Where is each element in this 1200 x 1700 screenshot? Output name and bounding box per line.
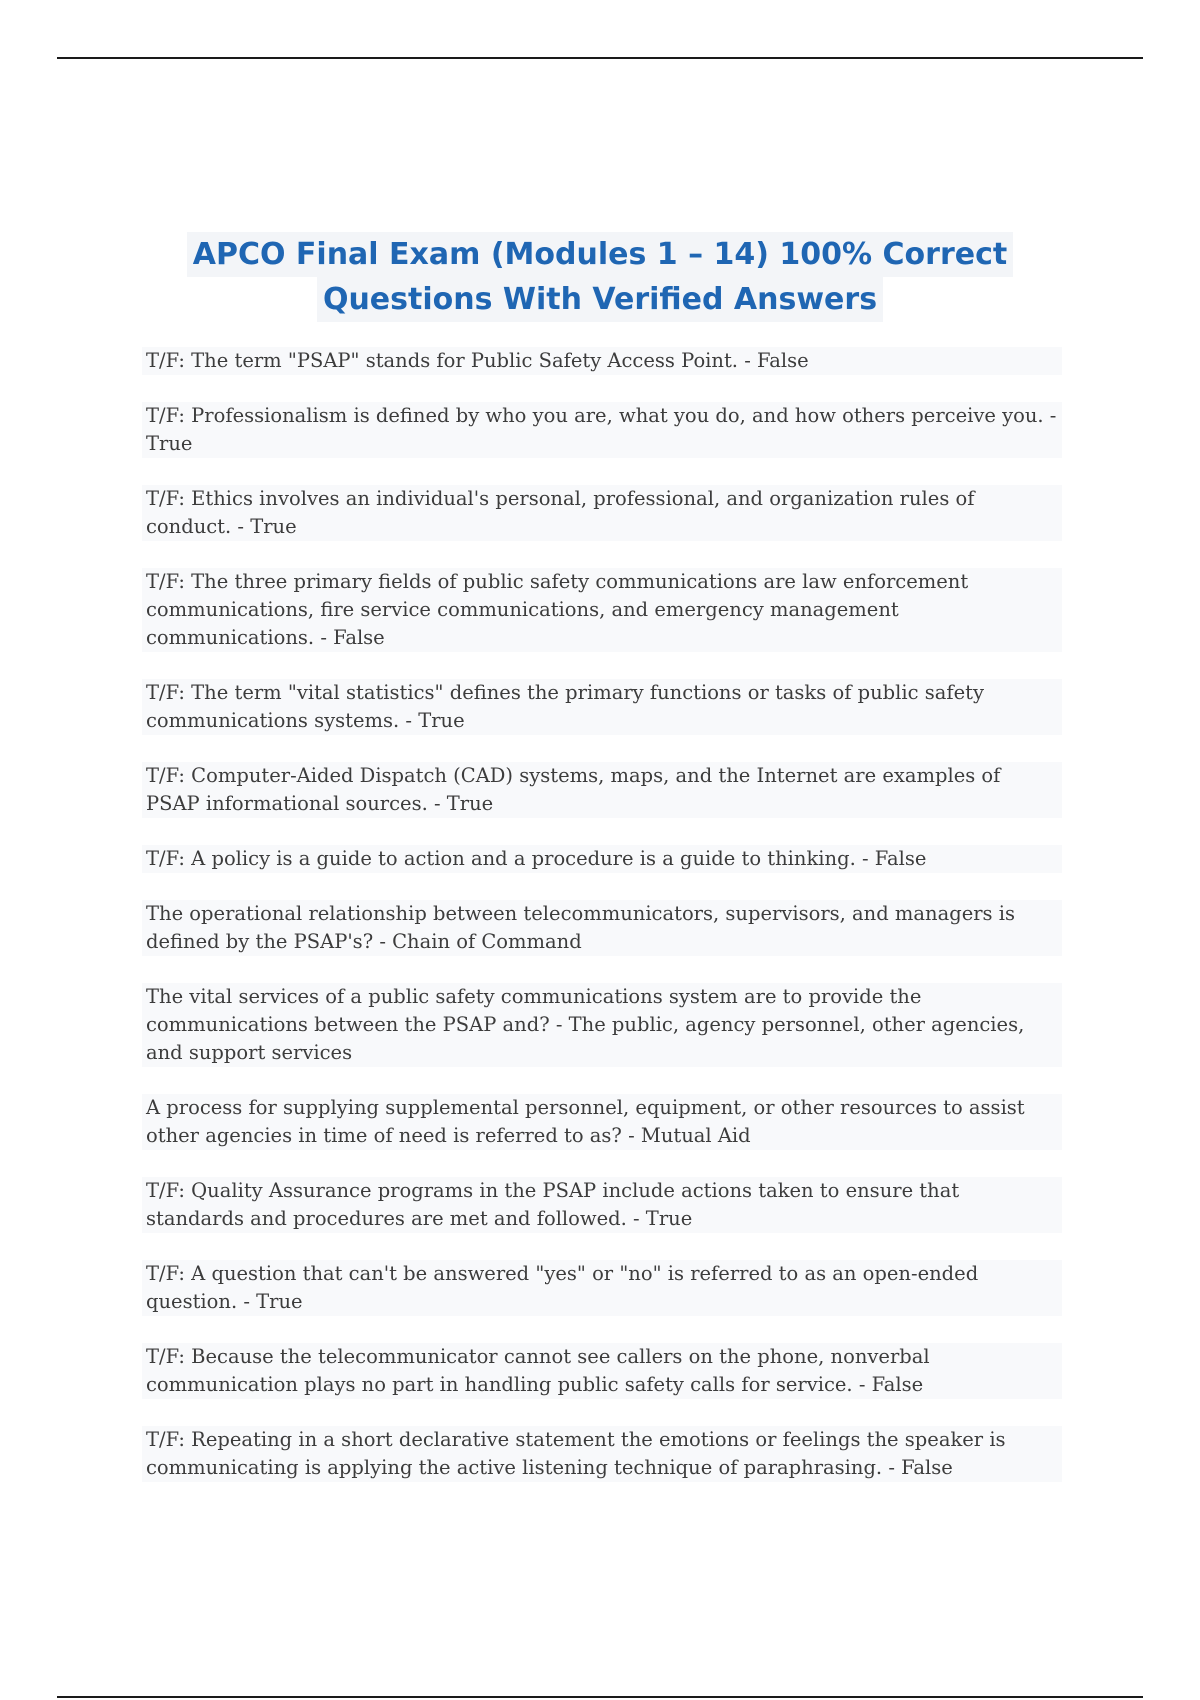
question-item: T/F: A question that can't be answered "yes" or "no" is referred to as an open-ended question. - True: [142, 1260, 1062, 1316]
document-title: [100, 232, 1100, 322]
question-item: A process for supplying supplemental personnel, equipment, or other resources to assist other agencies in time of need is referred to as? - Mutual Aid: [142, 1094, 1062, 1150]
question-item: T/F: Quality Assurance programs in the PSAP include actions taken to ensure that standards and procedures are met and followed. - True: [142, 1177, 1062, 1233]
question-item: T/F: Ethics involves an individual's personal, professional, and organization rules of conduct. - True: [142, 485, 1062, 541]
question-item: The operational relationship between telecommunicators, supervisors, and managers is defined by the PSAP's? - Chain of Command: [142, 900, 1062, 956]
title-line-2: Questions With Verified Answers: [317, 277, 883, 322]
bottom-rule: [57, 1696, 1143, 1698]
question-list: [142, 347, 1062, 1509]
question-item: The vital services of a public safety communications system are to provide the communications between the PSAP and? - The public, agency personnel, other agencies, and support services: [142, 983, 1062, 1067]
question-item: T/F: Computer-Aided Dispatch (CAD) systems, maps, and the Internet are examples of PSAP informational sources. - True: [142, 762, 1062, 818]
top-rule: [57, 57, 1143, 59]
question-item: T/F: The term "vital statistics" defines the primary functions or tasks of public safety communications systems. - True: [142, 679, 1062, 735]
question-item: T/F: Because the telecommunicator cannot see callers on the phone, nonverbal communication plays no part in handling public safety calls for service. - False: [142, 1343, 1062, 1399]
question-item: T/F: Professionalism is defined by who you are, what you do, and how others perceive you. - True: [142, 402, 1062, 458]
question-item: T/F: The term "PSAP" stands for Public Safety Access Point. - False: [142, 347, 1062, 375]
question-item: T/F: The three primary fields of public safety communications are law enforcement communications, fire service communications, and emergency management communications. - False: [142, 568, 1062, 652]
title-line-1: APCO Final Exam (Modules 1 – 14) 100% Correct: [187, 232, 1013, 277]
question-item: T/F: A policy is a guide to action and a procedure is a guide to thinking. - False: [142, 845, 1062, 873]
question-item: T/F: Repeating in a short declarative statement the emotions or feelings the speaker is communicating is applying the active listening technique of paraphrasing. - False: [142, 1426, 1062, 1482]
